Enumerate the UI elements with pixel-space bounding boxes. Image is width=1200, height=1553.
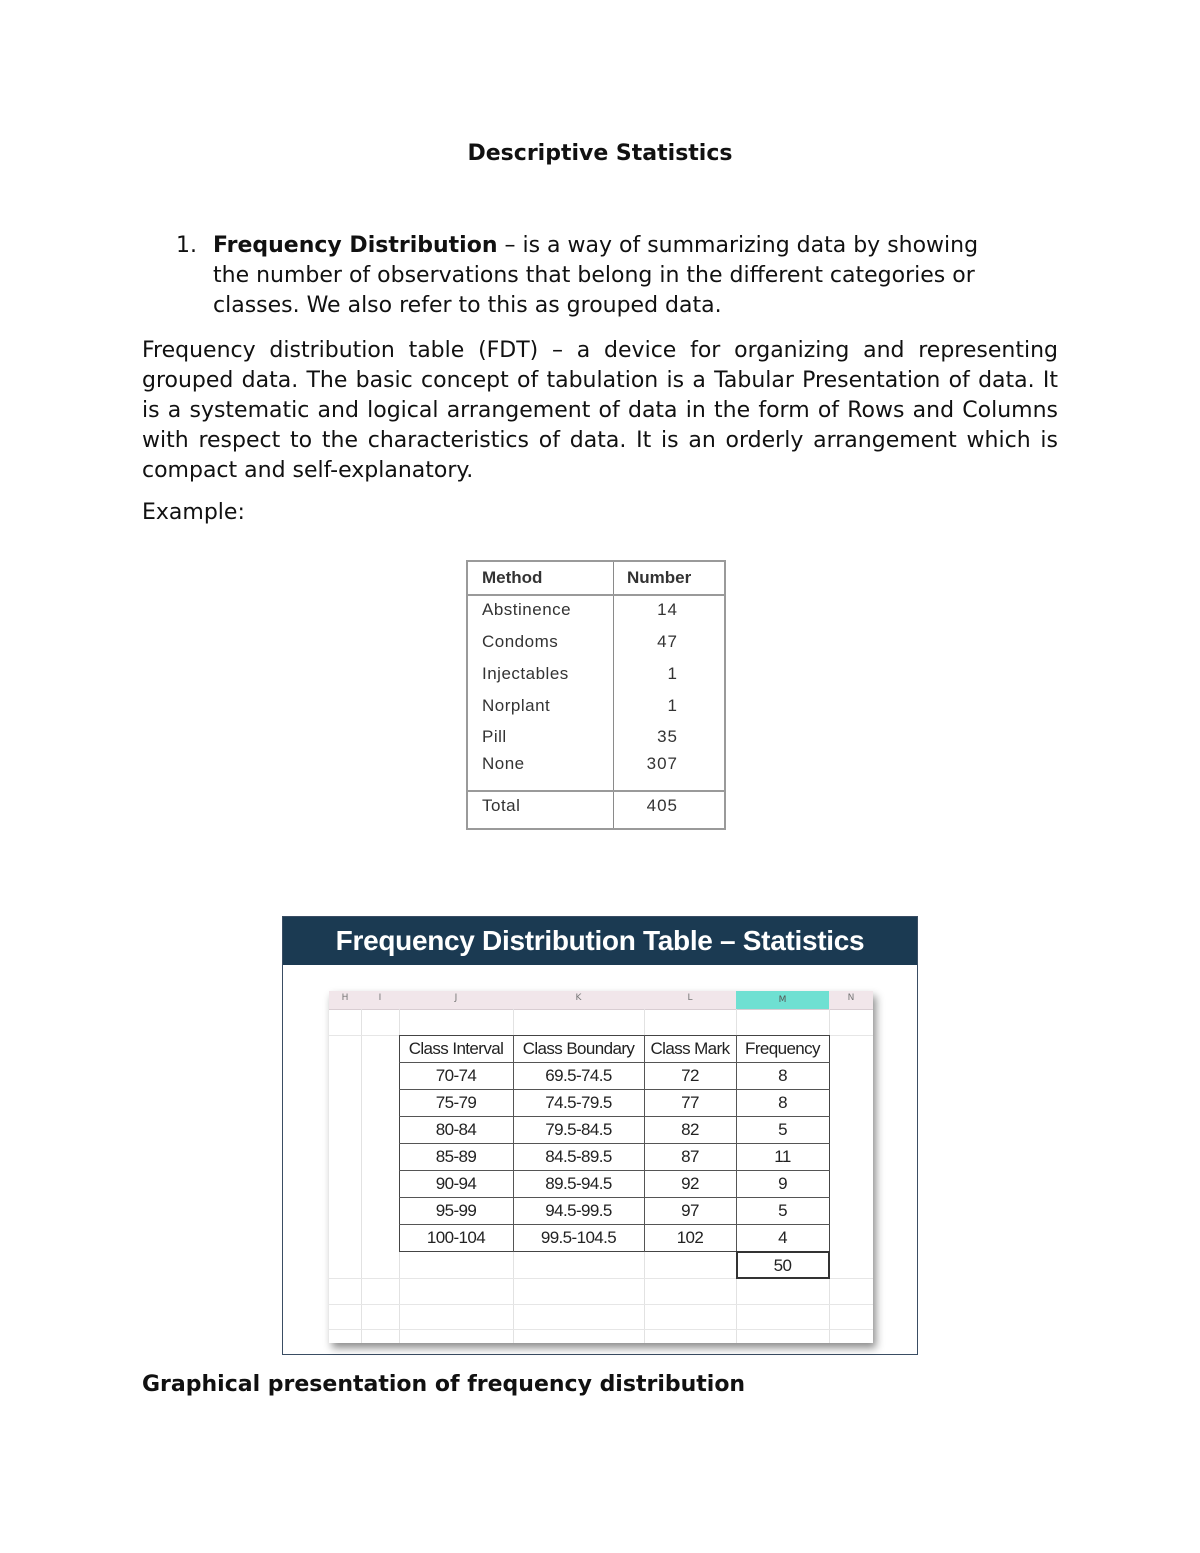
- number-cell: 47: [657, 632, 678, 651]
- header-class-boundary: Class Boundary: [522, 1039, 635, 1058]
- page-title: Descriptive Statistics: [467, 141, 733, 166]
- section-heading: Graphical presentation of frequency distribution: [142, 1372, 746, 1397]
- class-mark-cell: 87: [681, 1147, 699, 1166]
- number-cell: 1: [667, 696, 678, 715]
- definition-line-2: the number of observations that belong in the different categories or: [213, 263, 975, 288]
- column-letter: J: [454, 993, 458, 1003]
- class-boundary-cell: 69.5-74.5: [545, 1066, 612, 1085]
- class-interval-cell: 75-79: [435, 1093, 477, 1112]
- fdt-paragraph: Frequency distribution table (FDT) – a device for organizing and representing grouped data. The basic concept of tabulation is a Tabular Presentation of data. It is a systematic and logical arrangement of data in the form of Rows and Columns with respect to the characteristics of data. It is an orderly arrangement which is compact and self-explanatory.: [142, 338, 1058, 483]
- total-row: [468, 796, 724, 822]
- table-row: [468, 696, 724, 722]
- column-letter: L: [687, 993, 693, 1003]
- definition-line-3: classes. We also refer to this as grouped data.: [213, 293, 722, 318]
- column-letter: N: [847, 993, 855, 1003]
- class-boundary-cell: 89.5-94.5: [545, 1174, 612, 1193]
- number-cell: 14: [657, 600, 678, 619]
- method-table: [466, 560, 726, 830]
- spreadsheet: [329, 991, 873, 1343]
- method-cell: Abstinence: [482, 600, 572, 619]
- class-boundary-cell: 74.5-79.5: [545, 1093, 612, 1112]
- frequency-cell: 5: [778, 1201, 787, 1220]
- header-class-interval: Class Interval: [408, 1039, 504, 1058]
- number-cell: 307: [646, 754, 678, 773]
- class-mark-cell: 102: [676, 1228, 704, 1247]
- class-boundary-cell: 99.5-104.5: [540, 1228, 617, 1247]
- frequency-cell: 9: [778, 1174, 787, 1193]
- class-boundary-cell: 79.5-84.5: [545, 1120, 612, 1139]
- class-boundary-cell: 84.5-89.5: [545, 1147, 612, 1166]
- class-mark-cell: 97: [681, 1201, 699, 1220]
- gridline: [329, 1329, 873, 1330]
- example-label: Example:: [142, 500, 245, 525]
- class-mark-cell: 82: [681, 1120, 699, 1139]
- class-mark-cell: 72: [681, 1066, 699, 1085]
- gridline: [361, 1009, 362, 1343]
- number-header: Number: [627, 568, 692, 587]
- table-row: [468, 600, 724, 626]
- header-class-mark: Class Mark: [650, 1039, 730, 1058]
- term-frequency-distribution: Frequency Distribution: [213, 233, 498, 258]
- class-interval-cell: 80-84: [435, 1120, 477, 1139]
- method-cell: Pill: [482, 727, 507, 746]
- table-row: [468, 664, 724, 690]
- method-cell: None: [482, 754, 525, 773]
- table-row: [468, 727, 724, 753]
- list-number: 1.: [176, 233, 197, 258]
- fdt-figure: [282, 916, 918, 1355]
- method-cell: Norplant: [482, 696, 551, 715]
- frequency-cell: 8: [778, 1093, 787, 1112]
- frequency-cell: 4: [778, 1228, 787, 1247]
- figure-banner: Frequency Distribution Table – Statistics: [283, 917, 917, 965]
- list-item-text: [213, 231, 1043, 321]
- definition-line-1: – is a way of summarizing data by showing: [497, 233, 979, 258]
- class-mark-cell: 77: [681, 1093, 699, 1112]
- class-mark-cell: 92: [681, 1174, 699, 1193]
- class-boundary-cell: 94.5-99.5: [545, 1201, 612, 1220]
- table-row: [468, 632, 724, 658]
- number-cell: 35: [657, 727, 678, 746]
- column-letter: H: [341, 993, 349, 1003]
- frequency-cell: 8: [778, 1066, 787, 1085]
- frequency-total: 50: [773, 1256, 792, 1275]
- class-interval-cell: 100-104: [426, 1228, 486, 1247]
- total-rule: [468, 790, 724, 792]
- frequency-cell: 11: [774, 1147, 791, 1166]
- table-row: [468, 754, 724, 780]
- class-interval-cell: 90-94: [435, 1174, 477, 1193]
- number-cell: 1: [667, 664, 678, 683]
- total-label: Total: [482, 796, 521, 815]
- method-cell: Injectables: [482, 664, 569, 683]
- class-interval-cell: 70-74: [435, 1066, 477, 1085]
- method-header: Method: [482, 568, 543, 587]
- class-interval-cell: 85-89: [435, 1147, 477, 1166]
- column-letter: I: [378, 993, 382, 1003]
- total-value: 405: [646, 796, 678, 815]
- header-rule: [468, 594, 724, 596]
- frequency-cell: 5: [778, 1120, 787, 1139]
- class-interval-cell: 95-99: [435, 1201, 477, 1220]
- gridline: [329, 1304, 873, 1305]
- column-letter-active: M: [736, 991, 829, 1009]
- header-frequency: Frequency: [745, 1039, 820, 1058]
- method-cell: Condoms: [482, 632, 559, 651]
- column-letter: K: [575, 993, 582, 1003]
